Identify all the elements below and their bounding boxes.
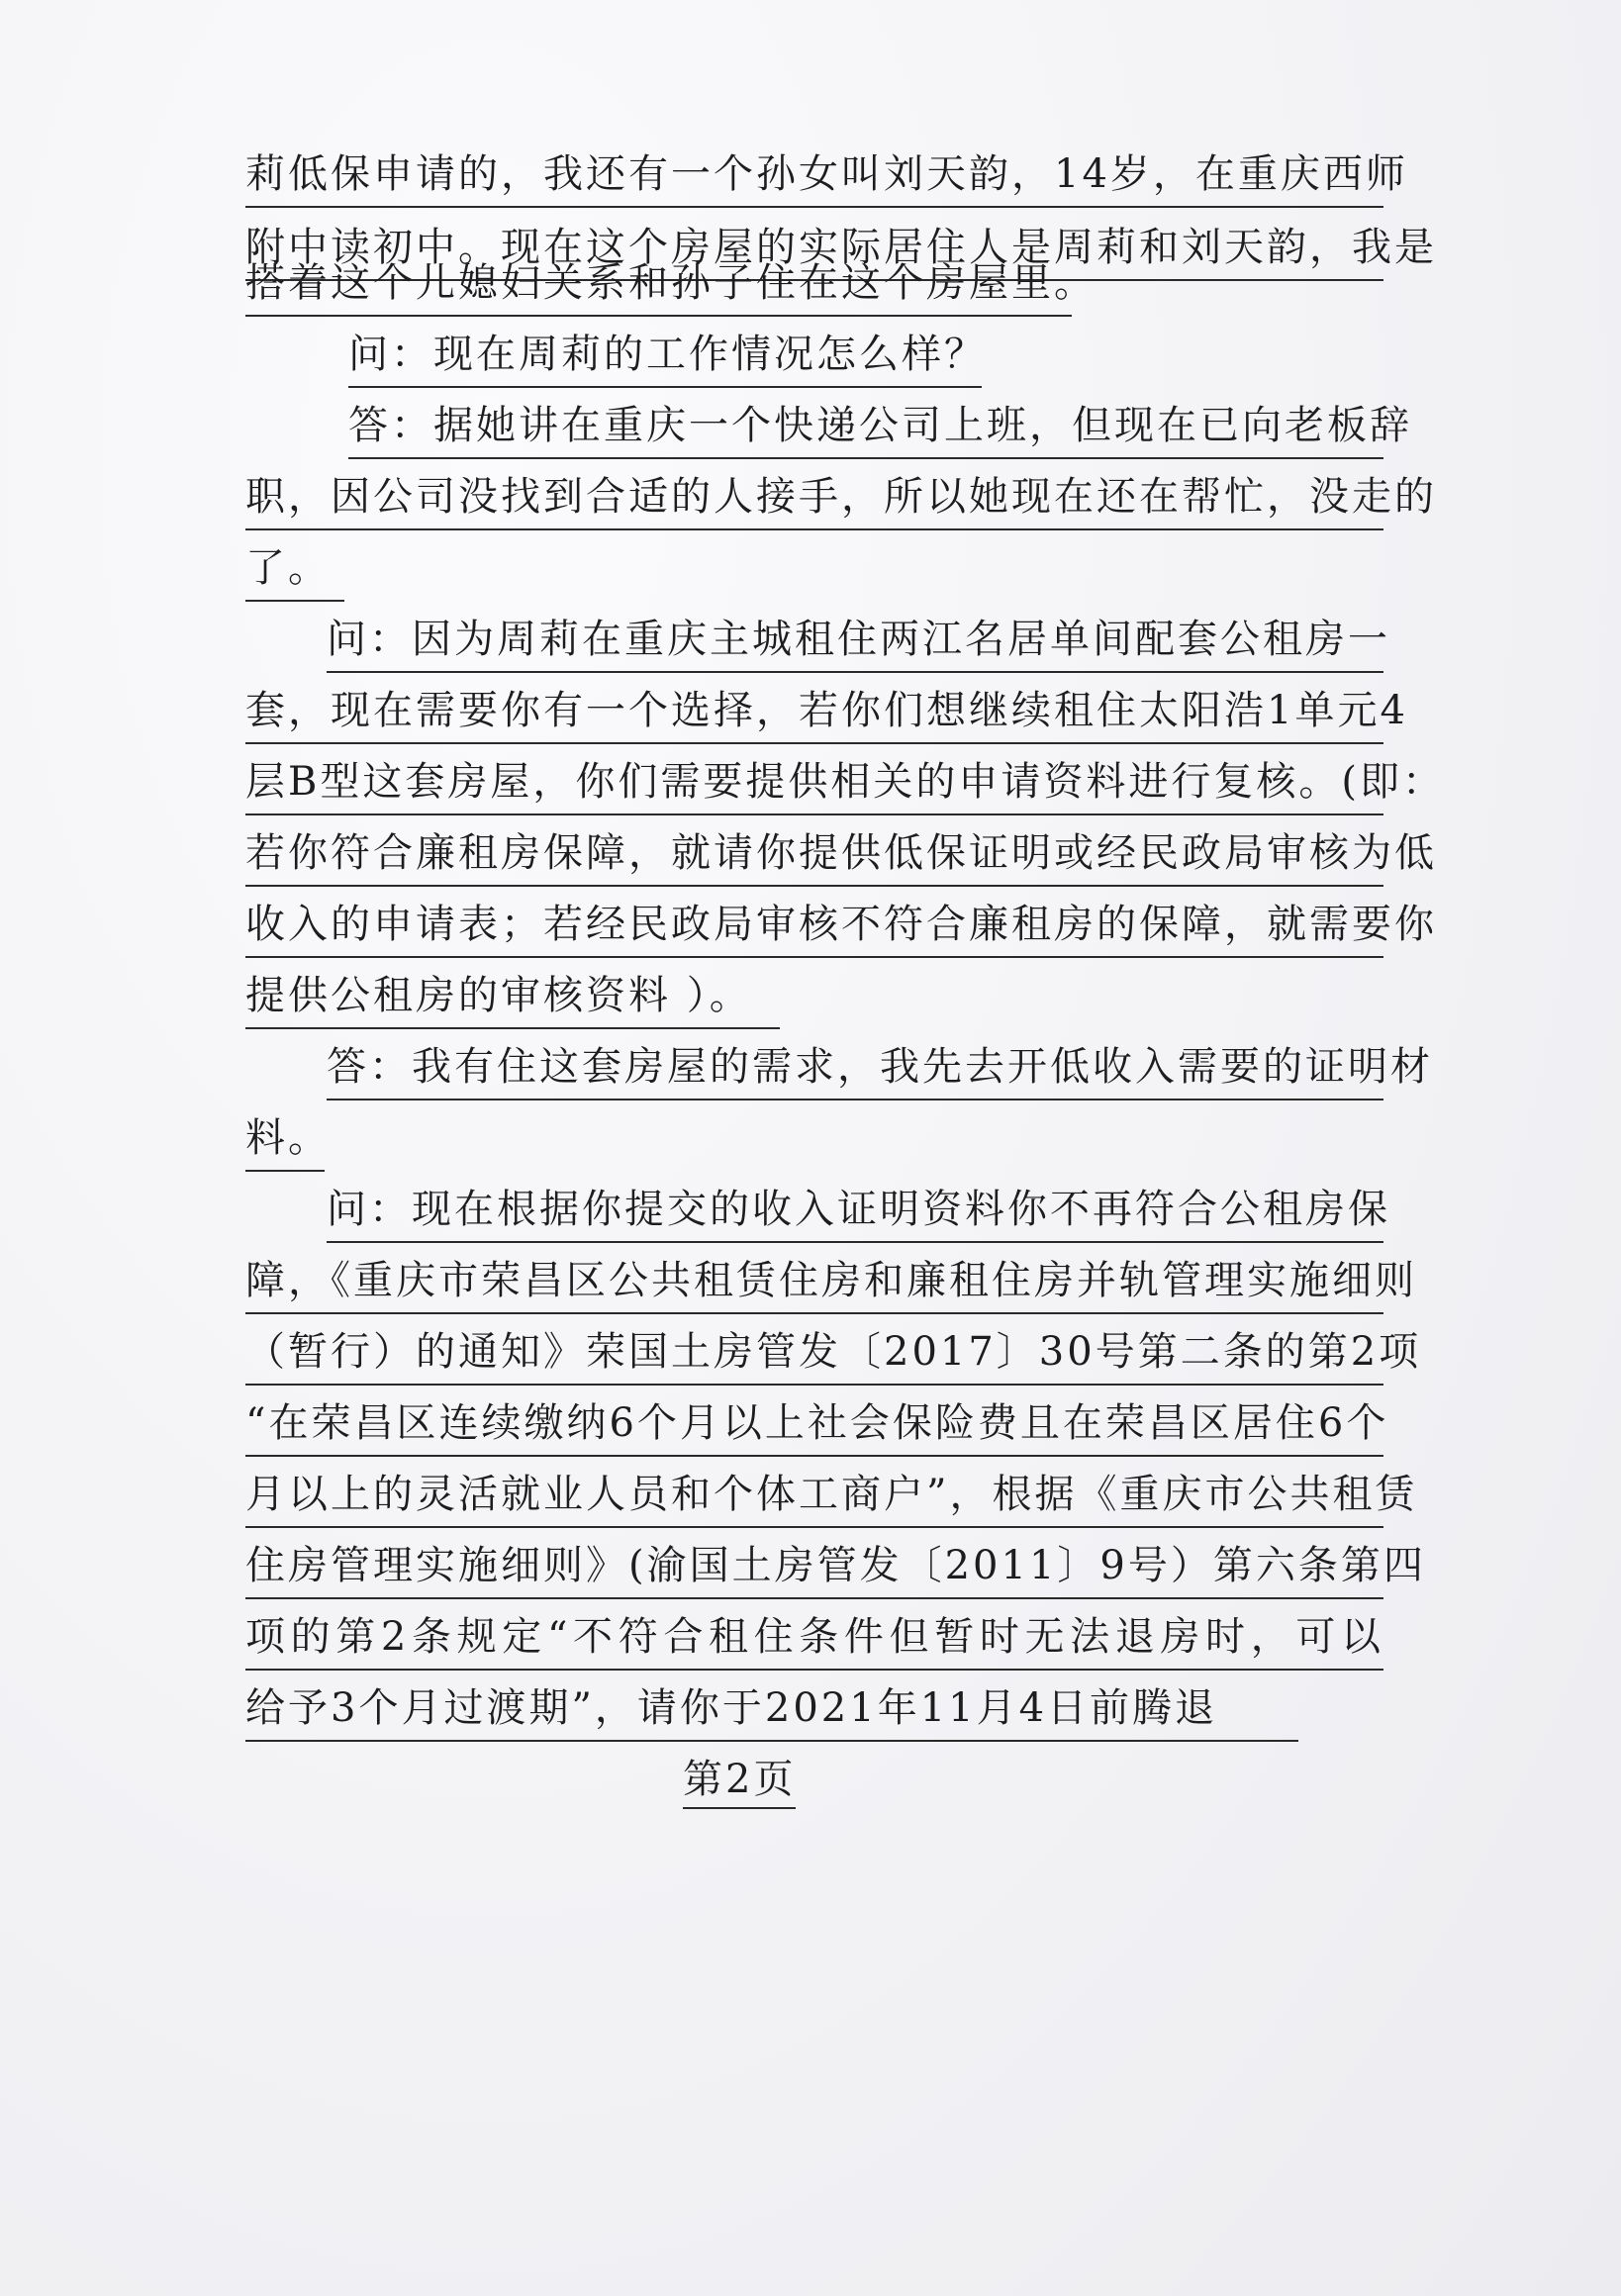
answer-line-2: 答：我有住这套房屋的需求，我先去开低收入需要的证明材: [327, 1043, 1383, 1100]
text-line-21: 住房管理实施细则》(渝国土房管发〔2011〕9号）第六条第四: [245, 1542, 1383, 1599]
page-number: 第2页: [683, 1756, 796, 1809]
text-line-3: 搭着这个儿媳妇关系和孙子住在这个房屋里。: [245, 259, 1072, 317]
text-line-10: 层B型这套房屋，你们需要提供相关的申请资料进行复核。(即：: [245, 758, 1383, 815]
text-line-22: 项的第2条规定“不符合租住条件但暂时无法退房时，可以: [245, 1613, 1383, 1671]
text-line-17: 障，《重庆市荣昌区公共租赁住房和廉租住房并轨管理实施细则: [245, 1257, 1383, 1314]
text-line-23: 给予3个月过渡期”，请你于2021年11月4日前腾退: [245, 1684, 1298, 1742]
text-line-11: 若你符合廉租房保障，就请你提供低保证明或经民政局审核为低: [245, 829, 1383, 887]
text-line-7: 了。: [245, 544, 344, 602]
text-line-1: 莉低保申请的，我还有一个孙女叫刘天韵，14岁，在重庆西师: [245, 150, 1383, 208]
text-line-13: 提供公租房的审核资料 ）。: [245, 972, 780, 1029]
question-line-1: 问：现在周莉的工作情况怎么样？: [348, 331, 982, 388]
text-line-6: 职，因公司没找到合适的人接手，所以她现在还在帮忙，没走的: [245, 473, 1383, 530]
text-line-12: 收入的申请表；若经民政局审核不符合廉租房的保障，就需要你: [245, 901, 1383, 958]
text-line-2: 附中读初中。现在这个房屋的实际居住人是周莉和刘天韵，我是: [245, 224, 1383, 281]
text-line-18: （暂行）的通知》荣国土房管发〔2017〕30号第二条的第2项: [245, 1328, 1383, 1386]
text-line-15: 料。: [245, 1114, 325, 1172]
text-line-9: 套，现在需要你有一个选择，若你们想继续租住太阳浩1单元4: [245, 687, 1383, 744]
question-line-2: 问：因为周莉在重庆主城租住两江名居单间配套公租房一: [327, 616, 1383, 673]
answer-line-1: 答：据她讲在重庆一个快递公司上班，但现在已向老板辞: [348, 402, 1383, 459]
text-line-19: “在荣昌区连续缴纳6个月以上社会保险费且在荣昌区居住6个: [245, 1399, 1383, 1457]
question-line-3: 问：现在根据你提交的收入证明资料你不再符合公租房保: [327, 1186, 1383, 1243]
text-line-20: 月以上的灵活就业人员和个体工商户”，根据《重庆市公共租赁: [245, 1471, 1383, 1528]
